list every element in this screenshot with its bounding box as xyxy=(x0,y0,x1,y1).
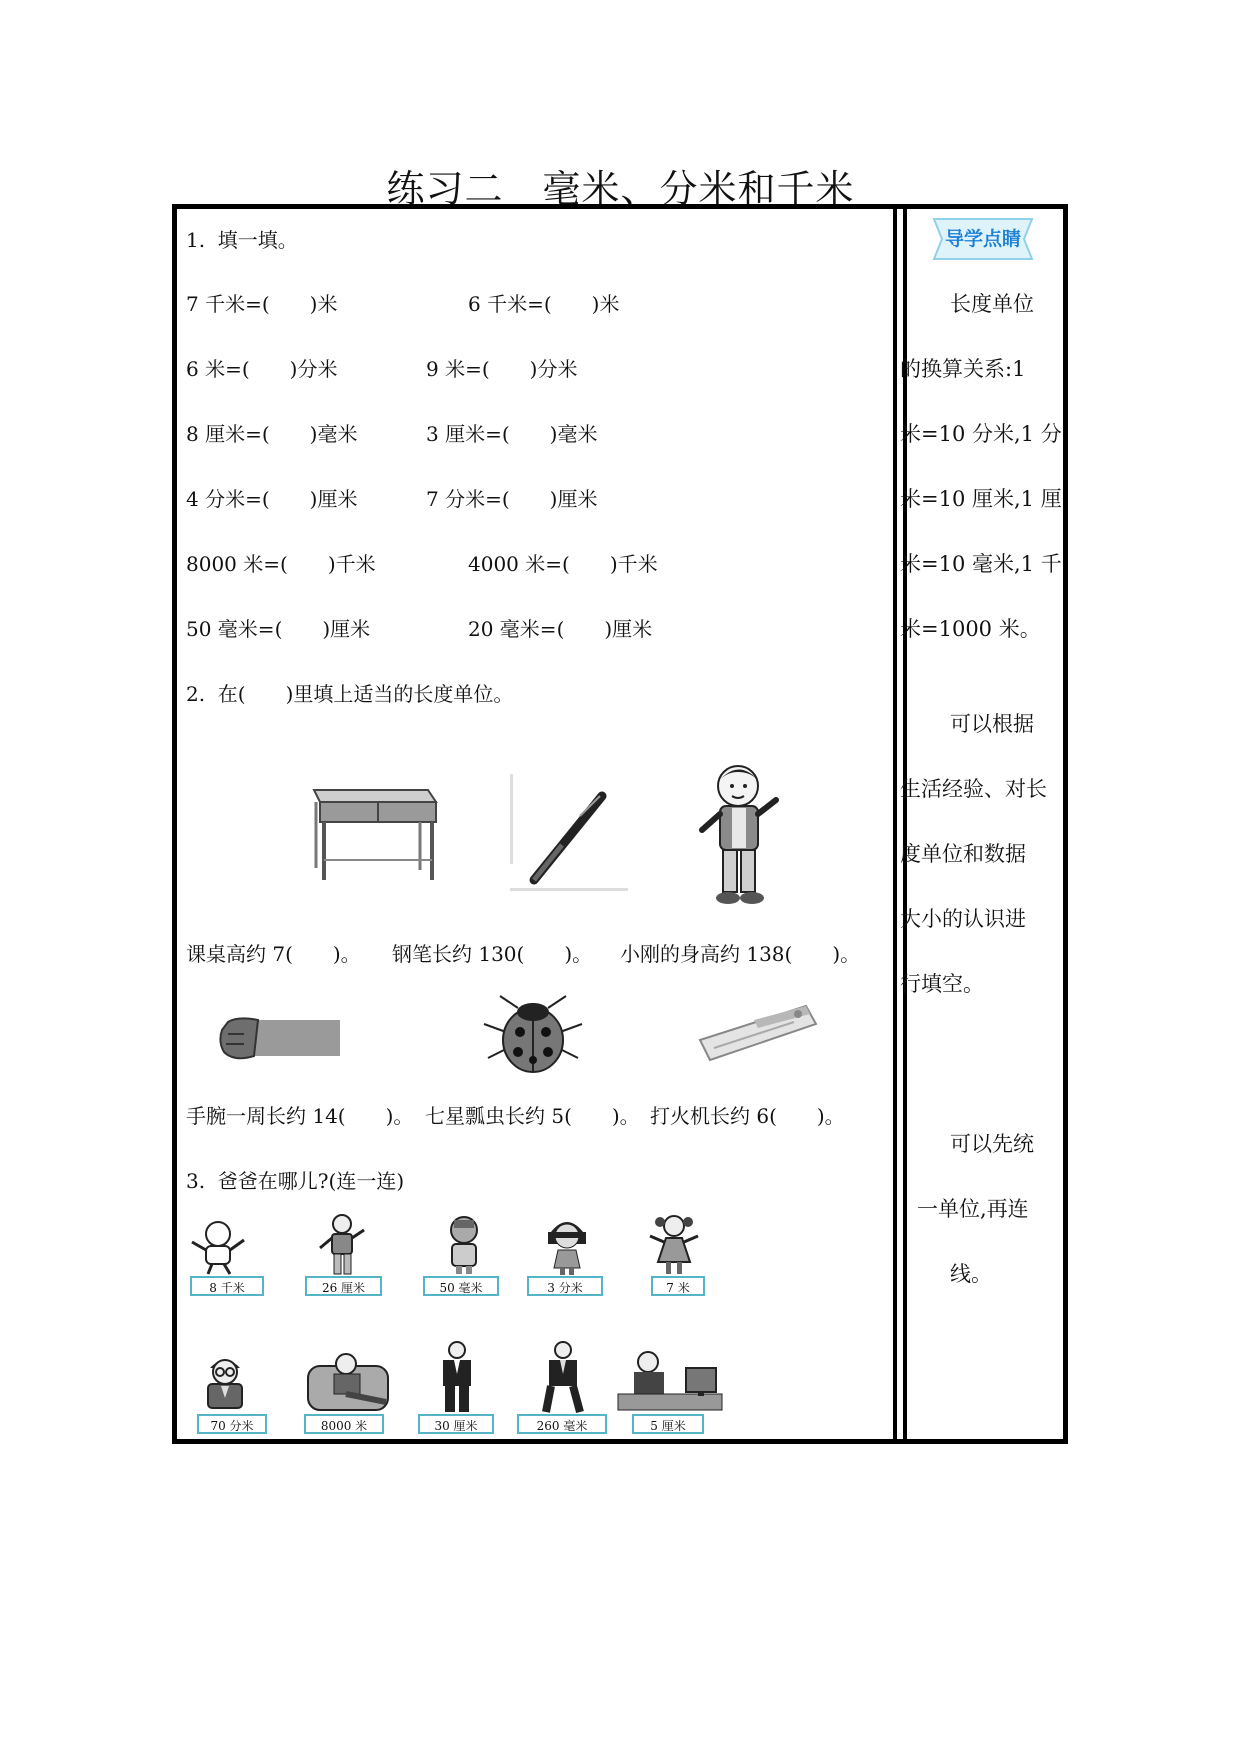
section-2-heading: 2. 在( )里填上适当的长度单位。 xyxy=(186,682,514,706)
fill-blank-item: 7 千米=( )米 xyxy=(186,292,338,316)
sidebar-line: 一单位,再连 xyxy=(917,1197,1029,1221)
girl-figure xyxy=(540,1214,594,1276)
length-label: 260 毫米 xyxy=(517,1414,607,1434)
estimate-item: 钢笔长约 130( )。 xyxy=(392,942,593,966)
man-in-suit-figure xyxy=(434,1340,480,1414)
pen-image xyxy=(510,772,628,892)
fill-blank-item: 4 分米=( )厘米 xyxy=(186,487,358,511)
grandpa-armchair-figure xyxy=(304,1346,394,1414)
sidebar-line: 米=10 分米,1 分 xyxy=(900,422,1062,446)
ladybug-image xyxy=(478,992,588,1076)
estimate-item: 课桌高约 7( )。 xyxy=(186,942,361,966)
child-figure xyxy=(436,1214,492,1276)
length-label: 8000 米 xyxy=(304,1414,384,1434)
boy-image xyxy=(690,760,790,908)
length-label: 50 毫米 xyxy=(423,1276,499,1296)
estimate-item: 七星瓢虫长约 5( )。 xyxy=(425,1104,640,1128)
sidebar-line: 米=10 毫米,1 千 xyxy=(900,552,1062,576)
fill-blank-item: 50 毫米=( )厘米 xyxy=(186,617,371,641)
section-3-heading: 3. 爸爸在哪儿?(连一连) xyxy=(186,1169,405,1193)
sidebar-line: 长度单位 xyxy=(950,292,1034,316)
length-label: 3 分米 xyxy=(527,1276,603,1296)
sidebar-line: 生活经验、对长 xyxy=(900,777,1047,801)
fill-blank-item: 20 毫米=( )厘米 xyxy=(468,617,653,641)
sidebar-line: 行填空。 xyxy=(900,972,984,996)
desk-image xyxy=(308,780,438,885)
sidebar-line: 可以根据 xyxy=(950,712,1034,736)
estimate-item: 打火机长约 6( )。 xyxy=(650,1104,845,1128)
length-label: 7 米 xyxy=(651,1276,705,1296)
fill-blank-item: 8000 米=( )千米 xyxy=(186,552,376,576)
length-label: 30 厘米 xyxy=(418,1414,494,1434)
man-at-computer-figure xyxy=(614,1348,724,1412)
sidebar-line: 可以先统 xyxy=(950,1132,1034,1156)
sidebar-line: 的换算关系:1 xyxy=(900,357,1026,381)
length-label: 8 千米 xyxy=(190,1276,264,1296)
fill-blank-item: 8 厘米=( )毫米 xyxy=(186,422,358,446)
length-label: 5 厘米 xyxy=(632,1414,704,1434)
length-label: 70 分米 xyxy=(197,1414,267,1434)
sidebar-line: 线。 xyxy=(950,1262,992,1286)
guide-badge-label: 导学点睛 xyxy=(944,228,1021,250)
sidebar-line: 大小的认识进 xyxy=(900,907,1026,931)
boy-figure-small xyxy=(316,1212,370,1276)
guide-badge xyxy=(928,217,1038,261)
man-with-glasses-figure xyxy=(196,1352,254,1412)
pigtail-girl-figure xyxy=(644,1212,704,1276)
businessman-figure xyxy=(540,1340,586,1414)
sidebar-line: 度单位和数据 xyxy=(900,842,1026,866)
fill-blank-item: 3 厘米=( )毫米 xyxy=(426,422,598,446)
fill-blank-item: 9 米=( )分米 xyxy=(426,357,578,381)
fill-blank-item: 6 米=( )分米 xyxy=(186,357,338,381)
lighter-image xyxy=(694,1000,818,1066)
wrist-image xyxy=(214,1012,340,1064)
fill-blank-item: 4000 米=( )千米 xyxy=(468,552,658,576)
page-title: 练习二 毫米、分米和千米 xyxy=(386,167,855,211)
fill-blank-item: 7 分米=( )厘米 xyxy=(426,487,598,511)
baby-figure xyxy=(188,1218,250,1276)
section-1-heading: 1. 填一填。 xyxy=(186,228,298,252)
length-label: 26 厘米 xyxy=(305,1276,382,1296)
estimate-item: 小刚的身高约 138( )。 xyxy=(620,942,861,966)
estimate-item: 手腕一周长约 14( )。 xyxy=(186,1104,414,1128)
sidebar-line: 米=10 厘米,1 厘 xyxy=(900,487,1062,511)
sidebar-line: 米=1000 米。 xyxy=(900,617,1041,641)
column-divider-left xyxy=(893,209,897,1439)
column-divider-right xyxy=(903,209,907,1439)
fill-blank-item: 6 千米=( )米 xyxy=(468,292,620,316)
